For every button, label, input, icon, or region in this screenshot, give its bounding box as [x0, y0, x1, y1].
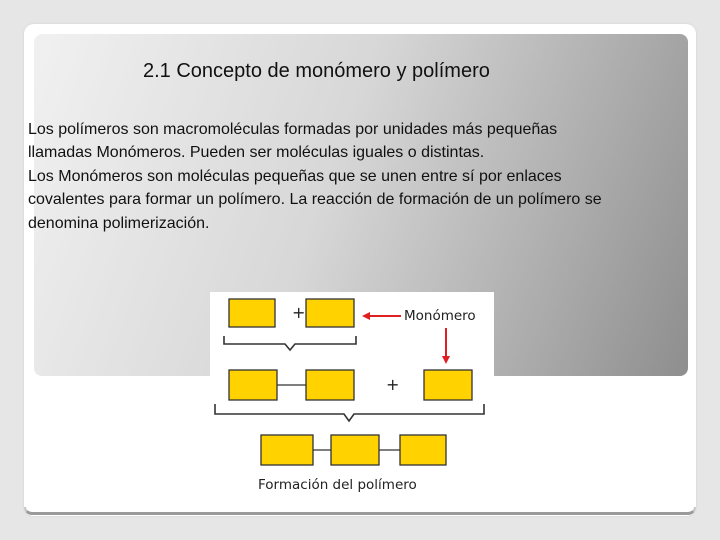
- polymer-formation-diagram: [210, 292, 494, 492]
- body-line: denomina polimerización.: [28, 214, 210, 232]
- body-line: Los polímeros son macromoléculas formadas por unidades más pequeñas: [28, 121, 558, 138]
- body-line: llamadas Monómeros. Pueden ser moléculas iguales o distintas.: [28, 144, 485, 162]
- dimer-box-left: [229, 370, 277, 400]
- brace-bottom: [215, 404, 484, 421]
- polymer-unit-box: [261, 435, 313, 465]
- polymer-unit-box: [331, 435, 379, 465]
- monomer-box: [424, 370, 472, 400]
- plus-sign-middle: +: [386, 375, 400, 394]
- slide-title: 2.1 Concepto de monómero y polímero: [143, 60, 490, 82]
- slide-bottom-border: [24, 507, 696, 515]
- diagram-canvas: [210, 292, 494, 492]
- monomer-label: Monómero: [404, 308, 476, 324]
- body-line: Los Monómeros son moléculas pequeñas que se unen entre sí por enlaces: [28, 167, 562, 185]
- monomer-box: [229, 299, 275, 327]
- polymer-unit-box: [400, 435, 446, 465]
- plus-sign-top: +: [292, 303, 306, 322]
- diagram-caption: Formación del polímero: [258, 477, 417, 492]
- brace-top: [224, 336, 356, 350]
- slide-body: [28, 118, 700, 235]
- body-line: covalentes para formar un polímero. La reacción de formación de un polímero se: [28, 191, 602, 209]
- dimer-box-right: [306, 370, 354, 400]
- monomer-box: [306, 299, 354, 327]
